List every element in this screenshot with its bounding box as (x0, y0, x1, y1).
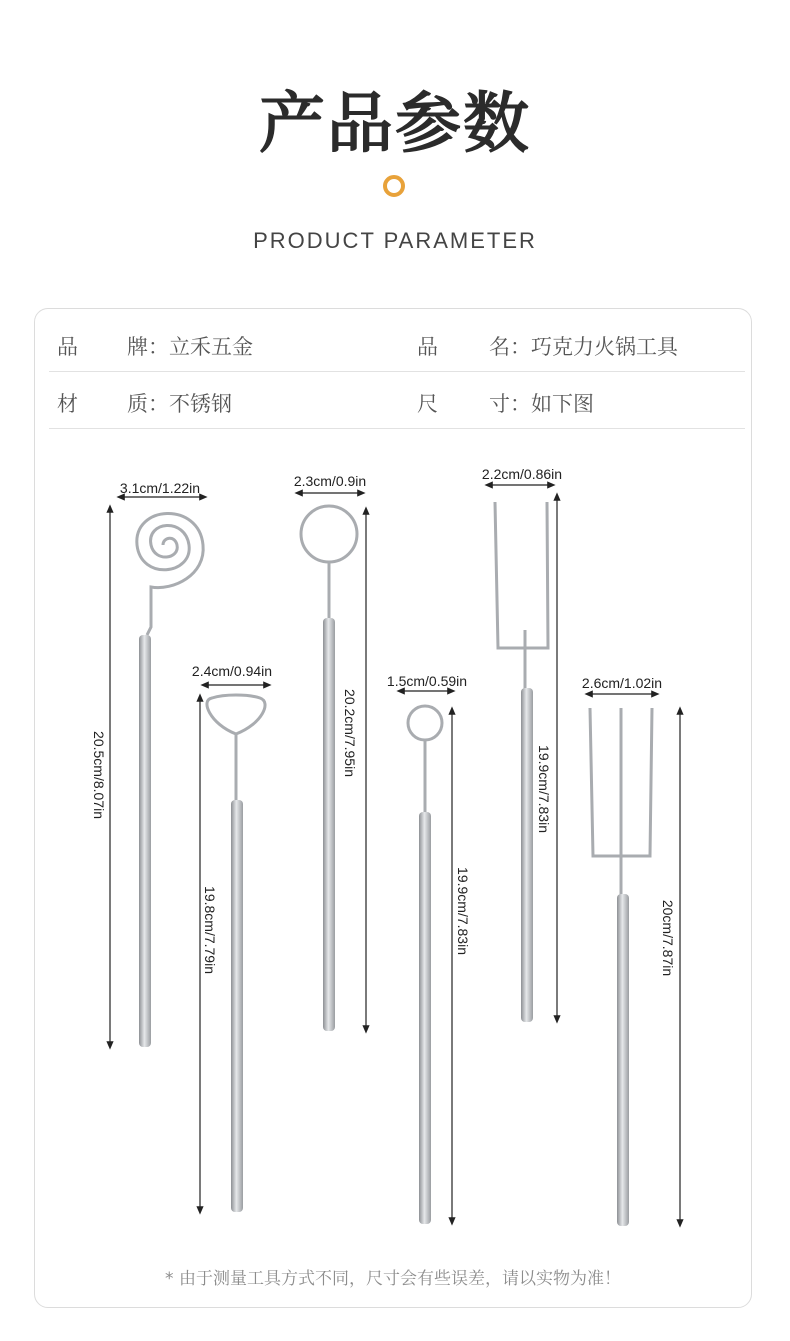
size-label-2: 寸：如下图 (489, 392, 594, 416)
three-prong-fork-tool (590, 708, 652, 1226)
size-label-1: 尺 (417, 392, 438, 416)
tool-1-length: 20.5cm/8.07in (91, 731, 107, 819)
tool-6-length: 20cm/7.87in (660, 899, 676, 977)
small-ring-tool (408, 706, 442, 1224)
page-subtitle: PRODUCT PARAMETER (253, 228, 537, 253)
tool-6-width: 2.6cm/1.02in (581, 675, 663, 691)
tool-2-length: 19.8cm/7.79in (202, 886, 218, 974)
material-label-1: 材 (57, 392, 78, 416)
page-title: 产品参数 (259, 85, 531, 162)
brand-value: 立禾五金 (169, 335, 253, 359)
name-value: 巧克力火锅工具 (531, 335, 678, 359)
name-label-1: 品 (417, 335, 438, 359)
material-label-2: 质：不锈钢 (127, 392, 232, 416)
tool-4-length: 19.9cm/7.83in (455, 867, 471, 955)
disclaimer-note: * 由于测量工具方式不同，尺寸会有些误差，请以实物为准！ (165, 1269, 621, 1289)
tool-3-width: 2.3cm/0.9in (293, 473, 367, 489)
brand-label-1: 品 (57, 335, 78, 359)
name-label-2: 名：巧克力火锅工具 (489, 335, 678, 359)
tool-5-length: 19.9cm/7.83in (536, 745, 552, 833)
tool-5-width: 2.2cm/0.86in (481, 466, 563, 482)
tool-4-width: 1.5cm/0.59in (386, 673, 468, 689)
size-value: 如下图 (531, 392, 594, 416)
spiral-tool (137, 513, 203, 1047)
brand-label-2: 牌：立禾五金 (127, 335, 253, 359)
material-value: 不锈钢 (169, 392, 232, 416)
tool-3-length: 20.2cm/7.95in (342, 689, 358, 777)
tool-2-width: 2.4cm/0.94in (191, 663, 273, 679)
spiral-tool-handle (139, 635, 151, 1047)
tool-1-width: 3.1cm/1.22in (119, 480, 201, 496)
